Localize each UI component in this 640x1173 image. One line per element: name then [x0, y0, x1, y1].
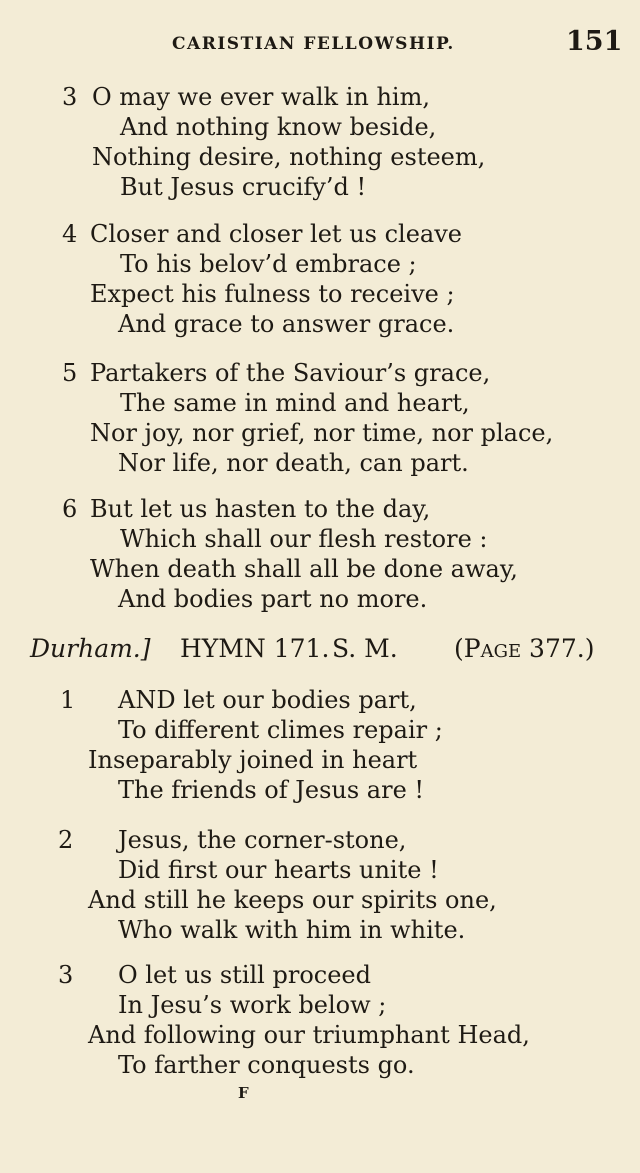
verse-line: To different climes repair ;: [118, 716, 443, 744]
verse-line: Jesus, the corner-stone,: [118, 826, 407, 854]
verse-line: And still he keeps our spirits one,: [88, 886, 497, 914]
verse-line: And following our triumphant Head,: [88, 1021, 530, 1049]
stanza-number: 6: [62, 495, 78, 523]
verse-line: Inseparably joined in heart: [88, 746, 418, 774]
verse-line: But Jesus crucify’d !: [120, 173, 367, 201]
verse-line: And grace to answer grace.: [118, 310, 455, 338]
verse-line: Nor life, nor death, can part.: [118, 449, 469, 477]
verse-line: Did first our hearts unite !: [118, 856, 439, 884]
stanza-number: 2: [58, 826, 74, 854]
signature-mark: F: [238, 1084, 249, 1102]
verse-line: But let us hasten to the day,: [90, 495, 431, 523]
page-number: 151: [566, 26, 623, 57]
verse-line: And nothing know beside,: [120, 113, 437, 141]
verse-line: Which shall our flesh restore :: [120, 525, 488, 553]
verse-line: Expect his fulness to receive ;: [90, 280, 455, 308]
verse-line: In Jesu’s work below ;: [118, 991, 387, 1019]
verse-line: Partakers of the Saviour’s grace,: [90, 359, 491, 387]
verse-line: O let us still proceed: [118, 961, 371, 989]
verse-line: O may we ever walk in him,: [92, 83, 430, 111]
verse-line: When death shall all be done away,: [90, 555, 518, 583]
page-reference: (Page 377.): [454, 634, 595, 663]
running-title: CARISTIAN FELLOWSHIP.: [172, 34, 455, 54]
hymn-title: HYMN 171.: [180, 634, 330, 663]
stanza-number: 1: [60, 686, 76, 714]
verse-line: AND let our bodies part,: [118, 686, 417, 714]
stanza-number: 5: [62, 359, 78, 387]
verse-line: To farther conquests go.: [118, 1051, 415, 1079]
verse-line: Who walk with him in white.: [118, 916, 466, 944]
verse-line: To his belov’d embrace ;: [120, 250, 417, 278]
verse-line: The same in mind and heart,: [120, 389, 470, 417]
verse-line: The friends of Jesus are !: [118, 776, 425, 804]
stanza-number: 3: [58, 961, 74, 989]
stanza-number: 3: [62, 83, 78, 111]
verse-line: Nor joy, nor grief, nor time, nor place,: [90, 419, 554, 447]
stanza-number: 4: [62, 220, 78, 248]
verse-line: And bodies part no more.: [118, 585, 428, 613]
verse-line: Nothing desire, nothing esteem,: [92, 143, 486, 171]
hymn-meter: S. M.: [332, 634, 398, 663]
tune-name: Durham.]: [30, 634, 151, 663]
verse-line: Closer and closer let us cleave: [90, 220, 462, 248]
